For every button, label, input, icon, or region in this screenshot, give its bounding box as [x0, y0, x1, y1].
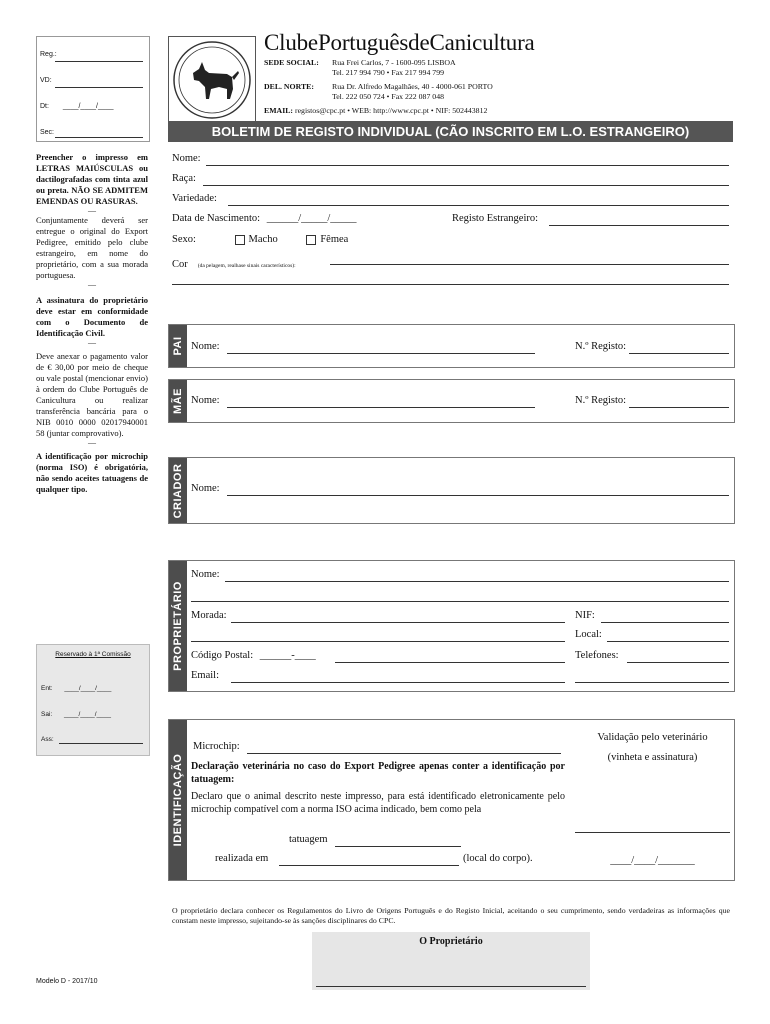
- validacao-label: Validação pelo veterinário: [597, 732, 708, 743]
- macho-label: Macho: [248, 234, 278, 245]
- dog-registo-estrangeiro-input[interactable]: [549, 225, 729, 226]
- ent-label: Ent:: [41, 685, 53, 692]
- prop-morada-input[interactable]: [231, 622, 565, 623]
- prop-nome-label: Nome:: [191, 569, 220, 580]
- pai-nome-input[interactable]: [227, 353, 535, 354]
- contact-block: [264, 58, 564, 116]
- vet-date-input[interactable]: ____/____/_______: [610, 855, 695, 866]
- norte-line1: Rua Dr. Alfredo Magalhães, 40 - 4000-061 PORTO: [332, 82, 493, 91]
- prop-cp-input-2[interactable]: [335, 662, 565, 663]
- sec-row: [40, 129, 54, 136]
- norte-label: DEL. NORTE:: [264, 82, 314, 91]
- mae-nome-label: Nome:: [191, 395, 220, 406]
- dog-cor-label: Cor: [172, 259, 188, 270]
- dt-label: Dt:: [40, 103, 49, 110]
- ass-field[interactable]: [59, 743, 143, 744]
- sec-label: Sec:: [40, 129, 55, 136]
- owner-declaration: O proprietário declara conhecer os Regulamentos do Livro de Origens Português e do Registo Inicial, aceitando o seu cumprimento, sendo verdadeiras as informações que constam neste impresso, sujeitando-se às sanções disciplinares do CPC.: [172, 906, 730, 925]
- prop-nome-input-2[interactable]: [191, 601, 729, 602]
- instruction-sep-4: —: [88, 438, 96, 447]
- realizada-input[interactable]: [279, 865, 459, 866]
- dog-cor-input[interactable]: [330, 264, 729, 265]
- identificacao-label: IDENTIFICAÇÃO: [172, 753, 184, 847]
- mae-section: [168, 379, 735, 423]
- criador-side-label: [169, 458, 187, 523]
- identificacao-section: [168, 719, 735, 881]
- femea-checkbox[interactable]: [306, 235, 316, 245]
- reg-field[interactable]: [55, 61, 143, 62]
- dog-cor-input-2[interactable]: [172, 284, 729, 285]
- sec-field[interactable]: [55, 137, 143, 138]
- proprietario-label: PROPRIETÁRIO: [172, 581, 184, 671]
- form-title-text: BOLETIM DE REGISTO INDIVIDUAL (CÃO INSCRITO EM L.O. ESTRANGEIRO): [211, 124, 690, 139]
- dog-nascimento-row: [172, 213, 357, 224]
- dog-nascimento-input[interactable]: ______/_____/_____: [266, 213, 357, 224]
- dog-cor-row: [172, 254, 296, 272]
- dog-nascimento-label: Data de Nascimento:: [172, 213, 261, 224]
- commission-title: Reservado à 1ª Comissão: [55, 651, 131, 658]
- sede-line2: Tel. 217 994 790 • Fax 217 994 799: [332, 68, 444, 77]
- femea-option[interactable]: [306, 234, 348, 245]
- criador-nome-label: Nome:: [191, 483, 220, 494]
- criador-nome-input[interactable]: [227, 495, 729, 496]
- criador-label: CRIADOR: [172, 463, 184, 518]
- vd-row: [40, 77, 52, 84]
- prop-email-label: Email:: [191, 670, 219, 681]
- ass-row: [41, 736, 54, 743]
- declaro-text: Declaro que o animal descrito neste impresso, para está identificado eletronicamente pelo microchip compatível com a norma ISO acima indicado, bem como pela: [191, 791, 565, 815]
- owner-title: O Proprietário: [419, 936, 483, 947]
- instruction-sep-1: —: [88, 206, 96, 215]
- vet-signature-input[interactable]: [575, 832, 730, 833]
- instructions: [36, 152, 148, 495]
- dog-registo-estrangeiro-label: Registo Estrangeiro:: [452, 213, 539, 224]
- prop-morada-label: Morada:: [191, 610, 227, 621]
- dog-nome-label: Nome:: [172, 153, 201, 164]
- contact-text: registos@cpc.pt • WEB: http://www.cpc.pt • NIF: 502443812: [294, 106, 488, 115]
- prop-local-input[interactable]: [607, 641, 729, 642]
- macho-option[interactable]: [235, 234, 281, 245]
- prop-morada-input-2[interactable]: [191, 641, 565, 642]
- model-label: Modelo D - 2017/10: [36, 978, 98, 985]
- prop-telefones-label: Telefones:: [575, 650, 619, 661]
- prop-telefones-input[interactable]: [627, 662, 729, 663]
- ass-label: Ass:: [41, 736, 54, 743]
- macho-checkbox[interactable]: [235, 235, 245, 245]
- mae-side-label: [169, 380, 187, 422]
- contact-label: EMAIL:: [264, 106, 294, 115]
- norte-line2: Tel. 222 050 724 • Fax 222 087 048: [332, 92, 444, 101]
- reg-row: [40, 51, 57, 58]
- office-use-box: [36, 36, 150, 142]
- mae-nome-input[interactable]: [227, 407, 535, 408]
- prop-cp-row: [191, 650, 316, 661]
- tatuagem-label: tatuagem: [289, 834, 328, 845]
- femea-label: Fêmea: [320, 234, 349, 245]
- pai-registo-input[interactable]: [629, 353, 729, 354]
- dog-sexo-row: [172, 234, 348, 245]
- pai-registo-label: N.º Registo:: [575, 341, 627, 352]
- club-logo: [168, 36, 256, 124]
- pai-nome-label: Nome:: [191, 341, 220, 352]
- sai-field[interactable]: ____/____/____: [64, 711, 112, 718]
- instruction-1: Preencher o impresso em LETRAS MAIÚSCULAS ou dactilografadas com tinta azul ou preta. NÃO SE ADMITEM EMENDAS OU RASURAS.: [36, 152, 148, 206]
- mae-label: MÃE: [172, 388, 184, 414]
- prop-telefones-input-2[interactable]: [575, 682, 729, 683]
- owner-signature-line[interactable]: [316, 986, 586, 987]
- dog-variedade-input[interactable]: [228, 205, 729, 206]
- instruction-5: A identificação por microchip (norma ISO) é obrigatória, não sendo aceites tatuagens de qualquer tipo.: [36, 451, 148, 494]
- dt-field[interactable]: ____/____/____: [62, 103, 114, 110]
- dog-cor-note: (da pelagem, realhase sinais característicos):: [197, 263, 296, 269]
- identificacao-side-label: [169, 720, 187, 880]
- realizada-label: realizada em: [215, 853, 269, 864]
- proprietario-section: [168, 560, 735, 692]
- ent-row: [41, 685, 111, 692]
- prop-local-label: Local:: [575, 629, 602, 640]
- sai-row: [41, 711, 111, 718]
- owner-signature-box[interactable]: [312, 932, 590, 990]
- dog-sexo-label: Sexo:: [172, 234, 196, 245]
- dog-logo-icon: [169, 37, 255, 123]
- proprietario-side-label: [169, 561, 187, 691]
- tatuagem-input[interactable]: [335, 846, 461, 847]
- prop-cp-label: Código Postal:: [191, 650, 254, 661]
- reg-label: Reg.:: [40, 51, 57, 58]
- prop-nome-input[interactable]: [225, 581, 729, 582]
- declaracao-bold: Declaração veterinária no caso do Export Pedigree apenas conter a identificação por tatuagem:: [191, 761, 565, 785]
- vinheta-label: (vinheta e assinatura): [607, 752, 698, 763]
- dog-variedade-label: Variedade:: [172, 193, 217, 204]
- sede-label: SEDE SOCIAL:: [264, 58, 319, 67]
- sai-label: Sai:: [41, 711, 53, 718]
- microchip-input[interactable]: [247, 753, 561, 754]
- instruction-sep-2: —: [88, 280, 96, 289]
- criador-section: [168, 457, 735, 524]
- instruction-2: Conjuntamente deverá ser entregue o original do Export Pedigree, emitido pelo clube estrangeiro, em nome do proprietário, com a sua morada portuguesa.: [36, 215, 148, 280]
- local-corpo-label: (local do corpo).: [463, 853, 533, 864]
- org-name: ClubePortuguêsdeCanicultura: [264, 30, 535, 55]
- dog-raca-label: Raça:: [172, 173, 196, 184]
- form-title: [168, 121, 733, 142]
- microchip-label: Microchip:: [193, 741, 240, 752]
- prop-email-input[interactable]: [231, 682, 565, 683]
- dog-nome-input[interactable]: [206, 165, 729, 166]
- prop-nif-label: NIF:: [575, 610, 595, 621]
- sede-line1: Rua Frei Carlos, 7 - 1600-095 LISBOA: [332, 58, 456, 67]
- ent-field[interactable]: ____/____/____: [64, 685, 112, 692]
- prop-cp-input[interactable]: ______-____: [259, 650, 316, 661]
- pai-section: [168, 324, 735, 368]
- mae-registo-input[interactable]: [629, 407, 729, 408]
- mae-registo-label: N.º Registo:: [575, 395, 627, 406]
- dog-raca-input[interactable]: [203, 185, 729, 186]
- pai-label: PAI: [172, 336, 184, 356]
- vd-field[interactable]: [55, 87, 143, 88]
- vd-label: VD:: [40, 77, 52, 84]
- instruction-3: A assinatura do proprietário deve estar em conformidade com o Documento de Identificação Civil.: [36, 295, 148, 338]
- prop-nif-input[interactable]: [601, 622, 729, 623]
- instruction-sep-3: —: [88, 338, 96, 347]
- dt-row: [40, 103, 114, 110]
- pai-side-label: [169, 325, 187, 367]
- commission-box: [36, 644, 150, 756]
- instruction-4: Deve anexar o pagamento valor de € 30,00 por meio de cheque ou vale postal (mencionar envio) à ordem do Clube Português de Canicultura ou realizar transferência bancária para o NIB 0010 0000 02017940001 58 (juntar comprovativo).: [36, 351, 148, 438]
